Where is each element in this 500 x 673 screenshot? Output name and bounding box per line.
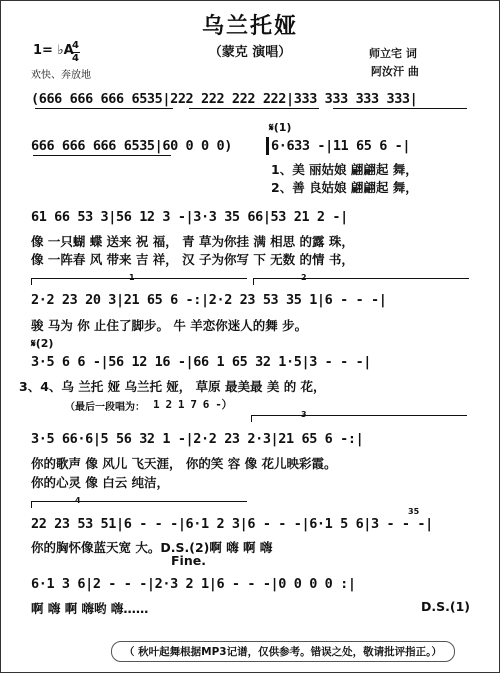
score-row-7-notes: 22 23 53 51|6 - - -|6·1 2 3|6 - - -|6·1 5 6|3 - - -| bbox=[31, 516, 433, 532]
score-row-3-lyric-2: 像 一阵春 风 带来 吉 祥， 汉 子为你写 下 无数 的情 书， bbox=[31, 252, 354, 267]
score-row-1-notes: (666 666 666 6535|222 222 222 222|333 333 333 333| bbox=[31, 91, 418, 107]
beam-line bbox=[35, 108, 173, 109]
score-row-8-lyric: 啊 嗨 啊 嗨哟 嗨…… bbox=[31, 601, 149, 616]
score-row-5-lyric: 3、4、乌 兰托 娅 乌兰托 娅， 草原 最美最 美 的 花， bbox=[19, 379, 326, 394]
volta-4-bracket bbox=[31, 501, 247, 508]
beam-line bbox=[33, 155, 171, 156]
score-row-6-lyric-1: 你的歌声 像 风儿 飞天涯， 你的笑 容 像 花儿映彩霞。 bbox=[31, 456, 337, 471]
lyricist-credit: 师立宅 词 bbox=[369, 47, 417, 60]
score-row-5-notes: 3·5 6 6 -|56 12 16 -|66 1 65 32 1·5|3 - - -| bbox=[31, 354, 372, 370]
score-row-2-lyric-1: 1、美 丽姑娘 翩翩起 舞， bbox=[271, 162, 418, 177]
score-row-4-notes: 2·2 23 20 3|21 65 6 -:|2·2 23 53 35 1|6 - - -| bbox=[31, 292, 387, 308]
time-signature bbox=[71, 41, 80, 64]
repeat-start-bar bbox=[266, 137, 269, 155]
beam-line bbox=[333, 108, 467, 109]
score-row-7-lyric: 你的胸怀像蓝天宽 大。D.S.(2)啊 嗨 啊 嗨 bbox=[31, 540, 273, 555]
segno-2-marker: 𝄋(2) bbox=[31, 337, 54, 350]
score-row-6-lyric-2: 你的心灵 像 白云 纯洁， bbox=[31, 475, 170, 490]
last-verse-note-notes: 1 2 1 7 6 -） bbox=[153, 398, 233, 411]
volta-1-label: 1 bbox=[129, 273, 135, 282]
time-signature-top: 4 bbox=[72, 40, 79, 51]
beam-line bbox=[189, 108, 319, 109]
song-title: 乌兰托娅 bbox=[201, 14, 298, 39]
score-row-4-lyric: 骏 马为 你 止住了脚步。 牛 羊恋你迷人的舞 步。 bbox=[31, 318, 308, 333]
grace-notes: 35 bbox=[408, 507, 420, 516]
score-row-2-lyric-2: 2、善 良姑娘 翩翩起 舞， bbox=[271, 180, 418, 195]
volta-3-label: 3 bbox=[301, 410, 307, 419]
transcription-note: （ 秋叶起舞根据MP3记谱，仅供参考。错误之处，敬请批评指正。） bbox=[111, 641, 455, 662]
score-row-2-notes-b: 6·633 -|11 65 6 -| bbox=[271, 138, 411, 154]
score-row-6-notes: 3·5 66·6|5 56 32 1 -|2·2 23 2·3|21 65 6 -:| bbox=[31, 431, 364, 447]
score-row-8-notes: 6·1 3 6|2 - - -|2·3 2 1|6 - - -|0 0 0 0 :| bbox=[31, 576, 356, 592]
tempo-marking: 欢快、奔放地 bbox=[31, 70, 91, 81]
volta-4-label: 4 bbox=[75, 496, 81, 505]
song-subtitle: （蒙克 演唱） bbox=[208, 45, 292, 60]
volta-3-bracket bbox=[251, 415, 467, 422]
composer-credit: 阿汝汗 曲 bbox=[371, 65, 419, 78]
last-verse-note-label: （最后一段唱为： bbox=[65, 402, 145, 413]
score-row-3-notes: 61 66 53 3|56 12 3 -|3·3 35 66|53 21 2 -| bbox=[31, 209, 348, 225]
volta-2-bracket bbox=[253, 278, 469, 285]
key-signature: 1= ♭A bbox=[33, 43, 74, 58]
score-row-2-notes: 666 666 666 6535|60 0 0 0) bbox=[31, 138, 232, 154]
score-row-3-lyric-1: 像 一只蝴 蝶 送来 祝 福， 青 草为你挂 满 相思 的露 珠， bbox=[31, 234, 354, 249]
dal-segno-1-marking: D.S.(1) bbox=[421, 599, 470, 614]
volta-2-label: 2 bbox=[301, 273, 307, 282]
segno-1-marker: 𝄋(1) bbox=[269, 121, 292, 134]
volta-1-bracket bbox=[31, 278, 247, 285]
time-signature-bottom: 4 bbox=[72, 53, 79, 64]
fine-marking: Fine. bbox=[171, 553, 206, 568]
